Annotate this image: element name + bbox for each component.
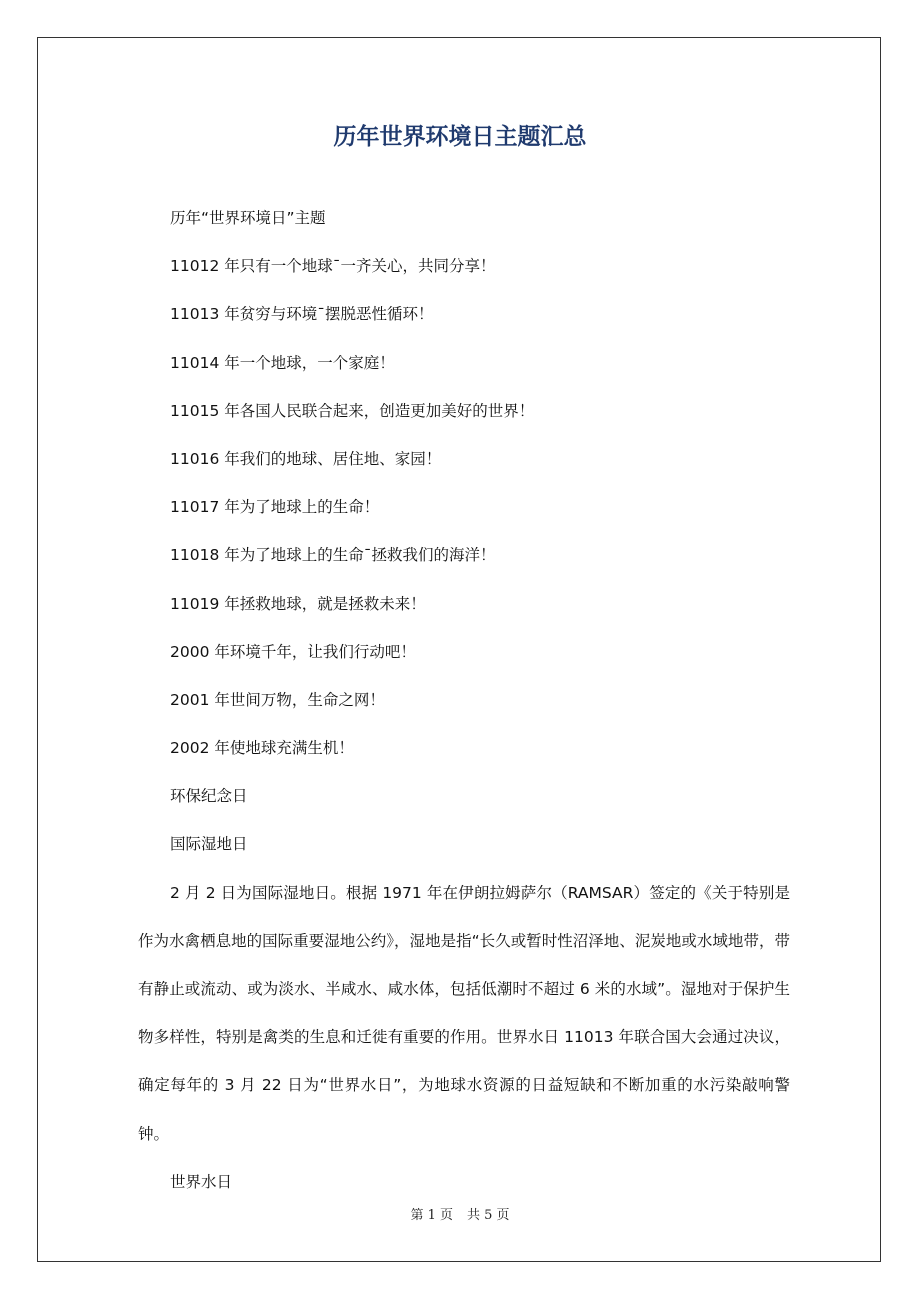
document-body <box>138 194 790 1206</box>
theme-line: 11012 年只有一个地球¯一齐关心，共同分享！ <box>170 257 496 276</box>
theme-line: 2001 年世间万物，生命之网！ <box>170 690 385 709</box>
theme-line: 2002 年使地球充满生机！ <box>170 739 354 758</box>
theme-line: 11014 年一个地球，一个家庭！ <box>170 353 395 372</box>
theme-line: 11013 年贫穷与环境¯摆脱恶性循环！ <box>170 305 434 324</box>
page-number: 第 1 页 <box>410 1208 453 1223</box>
theme-line: 11017 年为了地球上的生命！ <box>170 498 380 517</box>
page-total: 共 5 页 <box>467 1208 510 1223</box>
theme-line: 11019 年拯救地球，就是拯救未来！ <box>170 594 426 613</box>
section-heading: 环保纪念日 <box>170 787 248 806</box>
heading-line: 历年“世界环境日”主题 <box>170 209 326 227</box>
subsection-heading: 国际湿地日 <box>170 835 248 854</box>
theme-line: 11015 年各国人民联合起来，创造更加美好的世界！ <box>170 401 535 420</box>
page-footer <box>0 1206 920 1226</box>
wetland-paragraph: 2 月 2 日为国际湿地日。根据 1971 年在伊朗拉姆萨尔（RAMSAR）签定的《关于特别是作为水禽栖息地的国际重要湿地公约》，湿地是指“长久或暂时性沼泽地、泥炭地或水域地带，带有静止或流动、或为淡水、半咸水、咸水体，包括低潮时不超过 6 米的水域”。湿地对于保护生物多样性，特别是禽类的生息和迁徙有重要的作用。世界水日 11013 年联合国大会通过决议，确定每年的 3 月 22 日为“世界水日”，为地球水资源的日益短缺和不断加重的水污染敲响警钟。 <box>138 883 790 1143</box>
theme-line: 11018 年为了地球上的生命¯拯救我们的海洋！ <box>170 546 496 565</box>
theme-line: 2000 年环境千年，让我们行动吧！ <box>170 642 416 661</box>
document-title: 历年世界环境日主题汇总 <box>333 124 587 150</box>
subsection-heading: 世界水日 <box>170 1172 233 1191</box>
theme-line: 11016 年我们的地球、居住地、家园！ <box>170 449 442 468</box>
